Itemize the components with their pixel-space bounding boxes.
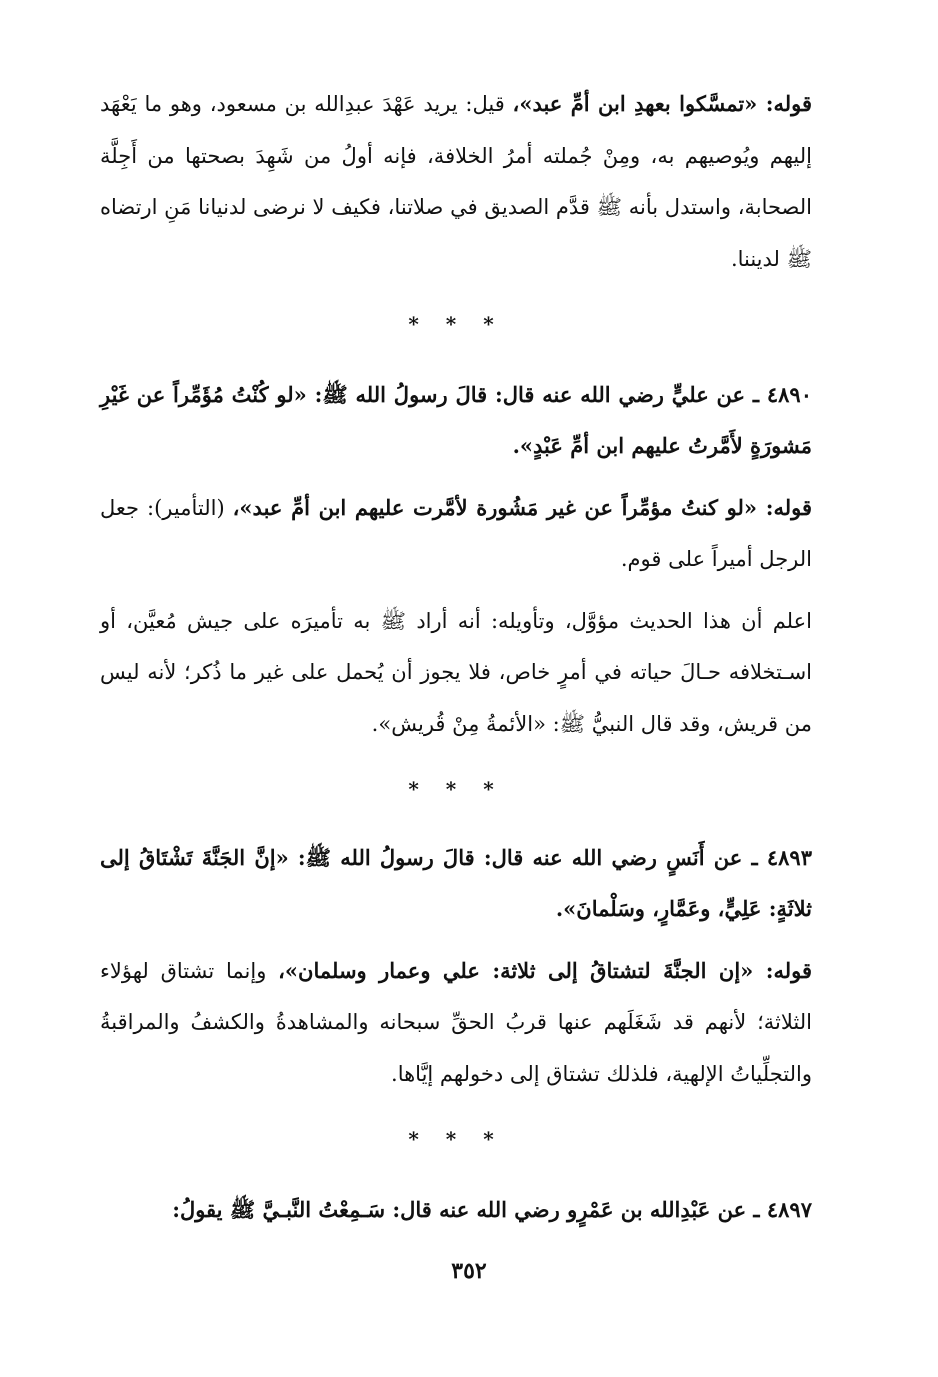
section-separator: * * * bbox=[408, 777, 504, 801]
commentary-lead: قوله: «لو كنتُ مؤمِّراً عن غير مَشُورة لأمَّرت عليهم ابن أمِّ عبد»، bbox=[232, 494, 812, 520]
commentary-paragraph bbox=[100, 482, 812, 586]
hadith-4893: ٤٨٩٣ ـ عن أَنَسٍ رضي الله عنه قال: قالَ رسولُ الله ﷺ: «إنَّ الجَنَّةَ تَشْتَاقُ إلى ثلاثَةٍ: عَلِيٍّ، وعَمَّارٍ، وسَلْمانَ». bbox=[100, 844, 812, 921]
section-separator: * * * bbox=[408, 1127, 504, 1151]
commentary-paragraph bbox=[100, 945, 812, 1101]
text-body bbox=[100, 78, 812, 1235]
hadith-4890: ٤٨٩٠ ـ عن عليٍّ رضي الله عنه قال: قالَ رسولُ الله ﷺ: «لو كُنْتُ مُؤَمِّراً عن غَيْرِ مَشورَةٍ لأَمَّرتُ عليهم ابن أمِّ عَبْدٍ». bbox=[100, 381, 812, 458]
hadith-4897: ٤٨٩٧ ـ عن عَبْدِالله بن عَمْرٍو رضي الله عنه قال: سَـمِعْتُ النَّبـيَّ ﷺ يقولُ: bbox=[172, 1196, 812, 1222]
section-separator: * * * bbox=[408, 312, 504, 336]
commentary-paragraph: اعلم أن هذا الحديث مؤوَّل، وتأويله: أنه أراد ﷺ به تأميرَه على جيش مُعيَّن، أو اسـتخلافه حـالَ حياته في أمرٍ خاص، فلا يجوز أن يُحمل على غير ما ذُكر؛ لأنه ليس من قريش، وقد قال النبيُّ ﷺ: «الأئمةُ مِنْ قُريش». bbox=[100, 608, 812, 736]
page-number: ٣٥٢ bbox=[451, 1258, 487, 1284]
commentary-text: وإنما تشتاق لهؤلاء الثلاثة؛ لأنهم قد شَغَلَهم عنها قربُ الحقِّ سبحانه والمشاهدةُ والكشفُ والمراقبةُ والتجلِّياتُ الإلهية، فلذلك تشتاق إلى دخولهم إيَّاها. bbox=[100, 958, 812, 1086]
commentary-text: (التأمير): جعل الرجل أميراً على قوم. bbox=[100, 495, 812, 571]
commentary-lead: قوله: «إن الجنَّةَ لتشتاقُ إلى ثلاثة: علي وعمار وسلمان»، bbox=[278, 957, 813, 983]
commentary-lead: قوله: «تمسَّكوا بعهدِ ابن أمِّ عبد»، bbox=[512, 91, 813, 116]
commentary-text: قيل: يريد عَهْدَ عبدِالله بن مسعود، وهو ما يَعْهَد إليهم ويُوصيهم به، ومِنْ جُملته أمرُ الخلافة، فإنه أولُ من شَهِدَ بصحتها من أَجِلَّة الصحابة، واستدل بأنه ﷺ قدَّم الصديق في صلاتنا، فكيف لا نرضى لدنيانا مَنِ ارتضاه ﷺ لديننا. bbox=[100, 92, 812, 271]
commentary-paragraph bbox=[100, 78, 812, 285]
